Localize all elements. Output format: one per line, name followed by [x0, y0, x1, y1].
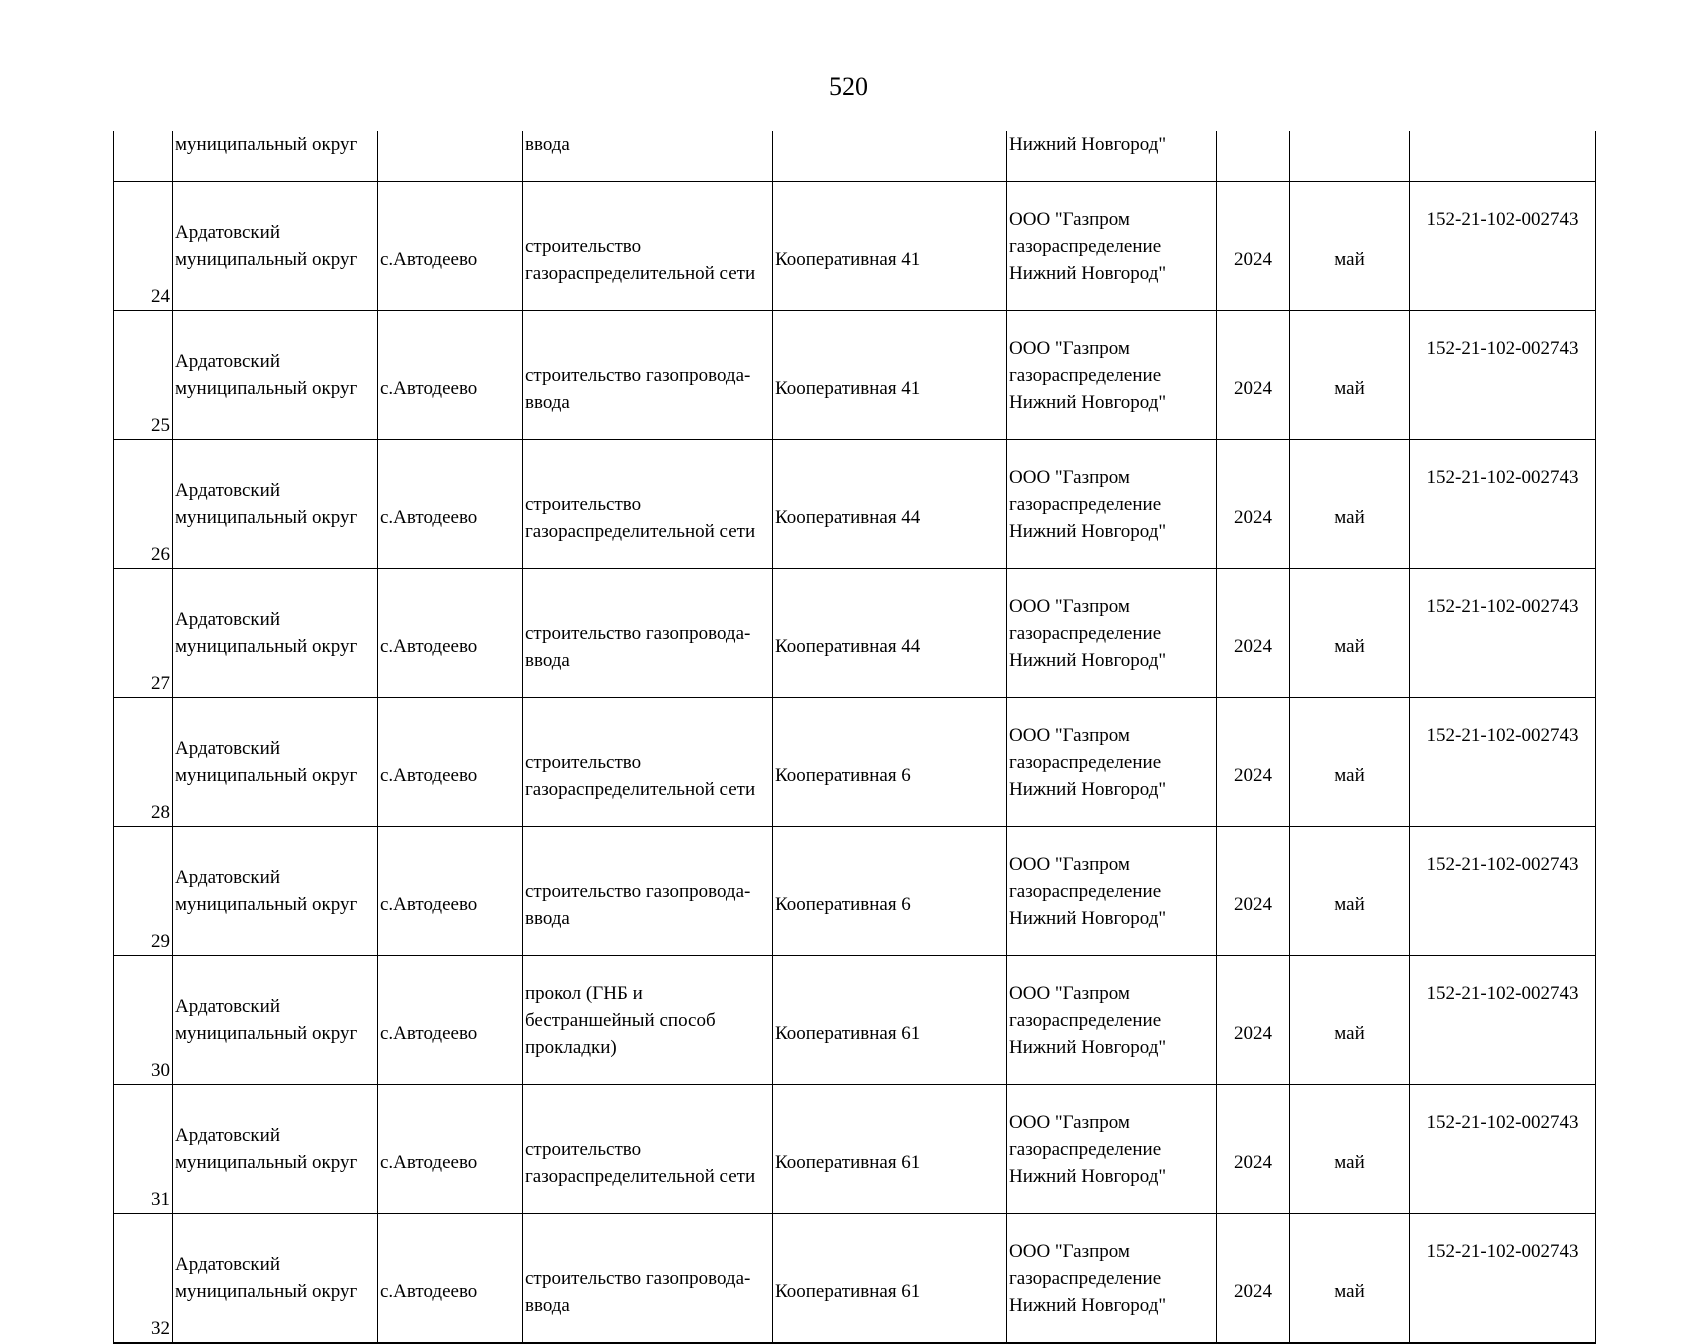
district-line: Ардатовский — [175, 1254, 280, 1275]
table-row — [114, 569, 1596, 698]
organization-line: Нижний Новгород" — [1009, 262, 1167, 284]
organization-line: Нижний Новгород" — [1009, 520, 1167, 542]
table-row — [114, 440, 1596, 569]
district-line: Ардатовский — [175, 351, 280, 372]
organization-line: Нижний Новгород" — [1009, 391, 1167, 413]
registry-number-cell: 152-21-102-002743 — [1410, 311, 1596, 440]
table-body — [114, 131, 1596, 1343]
organization-cell: Нижний Новгород" — [1007, 131, 1217, 182]
organization-cell — [1007, 311, 1217, 440]
organization-line: ООО "Газпром — [1009, 1240, 1130, 1262]
row-number-cell: 26 — [114, 440, 173, 569]
gasification-schedule-table — [113, 131, 1596, 1344]
district-line: муниципальный округ — [175, 249, 358, 270]
registry-number-cell: 152-21-102-002743 — [1410, 1214, 1596, 1344]
district-line: муниципальный округ — [175, 1152, 358, 1173]
address-cell: Кооперативная 61 — [773, 1214, 1007, 1344]
district-cell — [173, 182, 378, 311]
row-number-cell: 25 — [114, 311, 173, 440]
work-line: строительство — [525, 493, 642, 515]
row-number-cell: 32 — [114, 1214, 173, 1344]
work-line: строительство газопровода- — [525, 622, 751, 644]
settlement-cell: с.Автодеево — [378, 1214, 523, 1344]
month-cell: май — [1290, 827, 1410, 956]
work-type-cell — [523, 569, 773, 698]
work-line: ввода — [525, 907, 570, 929]
organization-line: газораспределение — [1009, 235, 1162, 257]
organization-line: газораспределение — [1009, 1009, 1162, 1031]
registry-number-cell: 152-21-102-002743 — [1410, 569, 1596, 698]
organization-cell — [1007, 698, 1217, 827]
organization-cell — [1007, 827, 1217, 956]
registry-number-cell: 152-21-102-002743 — [1410, 956, 1596, 1085]
row-number-cell: 29 — [114, 827, 173, 956]
work-line: строительство газопровода- — [525, 1267, 751, 1289]
continuation-row — [114, 131, 1596, 182]
work-type-cell — [523, 311, 773, 440]
table-row — [114, 311, 1596, 440]
work-line: газораспределительной сети — [525, 778, 756, 800]
organization-line: ООО "Газпром — [1009, 1111, 1130, 1133]
work-line: прокладки) — [525, 1036, 617, 1058]
district-line: Ардатовский — [175, 738, 280, 759]
organization-line: ООО "Газпром — [1009, 466, 1130, 488]
month-cell: май — [1290, 182, 1410, 311]
organization-line: ООО "Газпром — [1009, 337, 1130, 359]
settlement-cell: с.Автодеево — [378, 182, 523, 311]
organization-cell — [1007, 569, 1217, 698]
organization-line: Нижний Новгород" — [1009, 1036, 1167, 1058]
address-cell: Кооперативная 6 — [773, 698, 1007, 827]
registry-number-cell: 152-21-102-002743 — [1410, 698, 1596, 827]
page-number: 520 — [829, 72, 868, 101]
district-line: Ардатовский — [175, 867, 280, 888]
district-line: муниципальный округ — [175, 378, 358, 399]
row-number-cell: 30 — [114, 956, 173, 1085]
row-number-cell: 27 — [114, 569, 173, 698]
organization-cell — [1007, 1214, 1217, 1344]
settlement-cell: с.Автодеево — [378, 698, 523, 827]
work-line: строительство газопровода- — [525, 880, 751, 902]
organization-cell — [1007, 1085, 1217, 1214]
table-row — [114, 1214, 1596, 1344]
organization-line: Нижний Новгород" — [1009, 649, 1167, 671]
table-row — [114, 1085, 1596, 1214]
district-line: муниципальный округ — [175, 765, 358, 786]
address-cell: Кооперативная 44 — [773, 440, 1007, 569]
district-line: муниципальный округ — [175, 1023, 358, 1044]
work-type-cell — [523, 698, 773, 827]
registry-number-cell: 152-21-102-002743 — [1410, 440, 1596, 569]
work-line: строительство газопровода- — [525, 364, 751, 386]
work-line: строительство — [525, 235, 642, 257]
organization-line: газораспределение — [1009, 751, 1162, 773]
work-line: ввода — [525, 391, 570, 413]
month-cell: май — [1290, 569, 1410, 698]
work-type-cell — [523, 440, 773, 569]
work-line: газораспределительной сети — [525, 1165, 756, 1187]
organization-line: газораспределение — [1009, 1267, 1162, 1289]
month-cell: май — [1290, 1214, 1410, 1344]
district-line: Ардатовский — [175, 609, 280, 630]
address-cell: Кооперативная 6 — [773, 827, 1007, 956]
row-number-cell: 24 — [114, 182, 173, 311]
organization-cell — [1007, 182, 1217, 311]
row-number-cell: 28 — [114, 698, 173, 827]
organization-line: газораспределение — [1009, 364, 1162, 386]
settlement-cell: с.Автодеево — [378, 1085, 523, 1214]
work-line: прокол (ГНБ и — [525, 982, 643, 1004]
year-cell: 2024 — [1217, 698, 1290, 827]
month-cell: май — [1290, 698, 1410, 827]
table-row — [114, 182, 1596, 311]
organization-line: Нижний Новгород" — [1009, 778, 1167, 800]
organization-line: ООО "Газпром — [1009, 982, 1130, 1004]
month-cell: май — [1290, 956, 1410, 1085]
work-type-cell — [523, 827, 773, 956]
work-line: ввода — [525, 649, 570, 671]
month-cell: май — [1290, 311, 1410, 440]
organization-line: ООО "Газпром — [1009, 724, 1130, 746]
year-cell: 2024 — [1217, 956, 1290, 1085]
district-line: муниципальный округ — [175, 636, 358, 657]
organization-line: газораспределение — [1009, 1138, 1162, 1160]
work-cell: ввода — [523, 131, 773, 182]
address-cell — [773, 131, 1007, 182]
district-cell: муниципальный округ — [173, 131, 378, 182]
table-row — [114, 698, 1596, 827]
district-cell — [173, 1214, 378, 1344]
organization-line: ООО "Газпром — [1009, 853, 1130, 875]
organization-line: Нижний Новгород" — [1009, 1294, 1167, 1316]
work-type-cell — [523, 1214, 773, 1344]
district-line: Ардатовский — [175, 222, 280, 243]
settlement-cell: с.Автодеево — [378, 827, 523, 956]
registry-number-cell: 152-21-102-002743 — [1410, 1085, 1596, 1214]
settlement-cell: с.Автодеево — [378, 440, 523, 569]
month-cell: май — [1290, 440, 1410, 569]
settlement-cell: с.Автодеево — [378, 956, 523, 1085]
organization-cell — [1007, 440, 1217, 569]
district-cell — [173, 311, 378, 440]
year-cell: 2024 — [1217, 569, 1290, 698]
address-cell: Кооперативная 41 — [773, 311, 1007, 440]
work-type-cell — [523, 1085, 773, 1214]
district-cell — [173, 956, 378, 1085]
settlement-cell — [378, 131, 523, 182]
settlement-cell: с.Автодеево — [378, 569, 523, 698]
organization-line: ООО "Газпром — [1009, 595, 1130, 617]
organization-cell — [1007, 956, 1217, 1085]
year-cell: 2024 — [1217, 311, 1290, 440]
district-line: Ардатовский — [175, 1125, 280, 1146]
address-cell: Кооперативная 41 — [773, 182, 1007, 311]
row-number-cell: 31 — [114, 1085, 173, 1214]
year-cell: 2024 — [1217, 1085, 1290, 1214]
registry-number-cell: 152-21-102-002743 — [1410, 182, 1596, 311]
year-cell: 2024 — [1217, 827, 1290, 956]
organization-line: Нижний Новгород" — [1009, 1165, 1167, 1187]
address-cell: Кооперативная 44 — [773, 569, 1007, 698]
district-line: муниципальный округ — [175, 894, 358, 915]
table-row — [114, 827, 1596, 956]
month-cell: май — [1290, 1085, 1410, 1214]
registry-cell — [1410, 131, 1596, 182]
num-cell — [114, 131, 173, 182]
organization-line: газораспределение — [1009, 622, 1162, 644]
district-line: муниципальный округ — [175, 1281, 358, 1302]
work-line: бестраншейный способ — [525, 1009, 716, 1031]
work-line: газораспределительной сети — [525, 520, 756, 542]
address-cell: Кооперативная 61 — [773, 1085, 1007, 1214]
district-cell — [173, 569, 378, 698]
year-cell: 2024 — [1217, 182, 1290, 311]
organization-line: газораспределение — [1009, 880, 1162, 902]
district-cell — [173, 827, 378, 956]
district-cell — [173, 698, 378, 827]
work-line: строительство — [525, 1138, 642, 1160]
district-line: Ардатовский — [175, 996, 280, 1017]
work-type-cell — [523, 182, 773, 311]
work-line: ввода — [525, 1294, 570, 1316]
organization-line: газораспределение — [1009, 493, 1162, 515]
organization-line: Нижний Новгород" — [1009, 907, 1167, 929]
table-row — [114, 956, 1596, 1085]
district-line: Ардатовский — [175, 480, 280, 501]
address-cell: Кооперативная 61 — [773, 956, 1007, 1085]
district-cell — [173, 440, 378, 569]
organization-line: ООО "Газпром — [1009, 208, 1130, 230]
month-cell — [1290, 131, 1410, 182]
district-cell — [173, 1085, 378, 1214]
work-line: газораспределительной сети — [525, 262, 756, 284]
work-type-cell — [523, 956, 773, 1085]
year-cell: 2024 — [1217, 1214, 1290, 1344]
work-line: строительство — [525, 751, 642, 773]
year-cell — [1217, 131, 1290, 182]
year-cell: 2024 — [1217, 440, 1290, 569]
registry-number-cell: 152-21-102-002743 — [1410, 827, 1596, 956]
settlement-cell: с.Автодеево — [378, 311, 523, 440]
district-line: муниципальный округ — [175, 507, 358, 528]
